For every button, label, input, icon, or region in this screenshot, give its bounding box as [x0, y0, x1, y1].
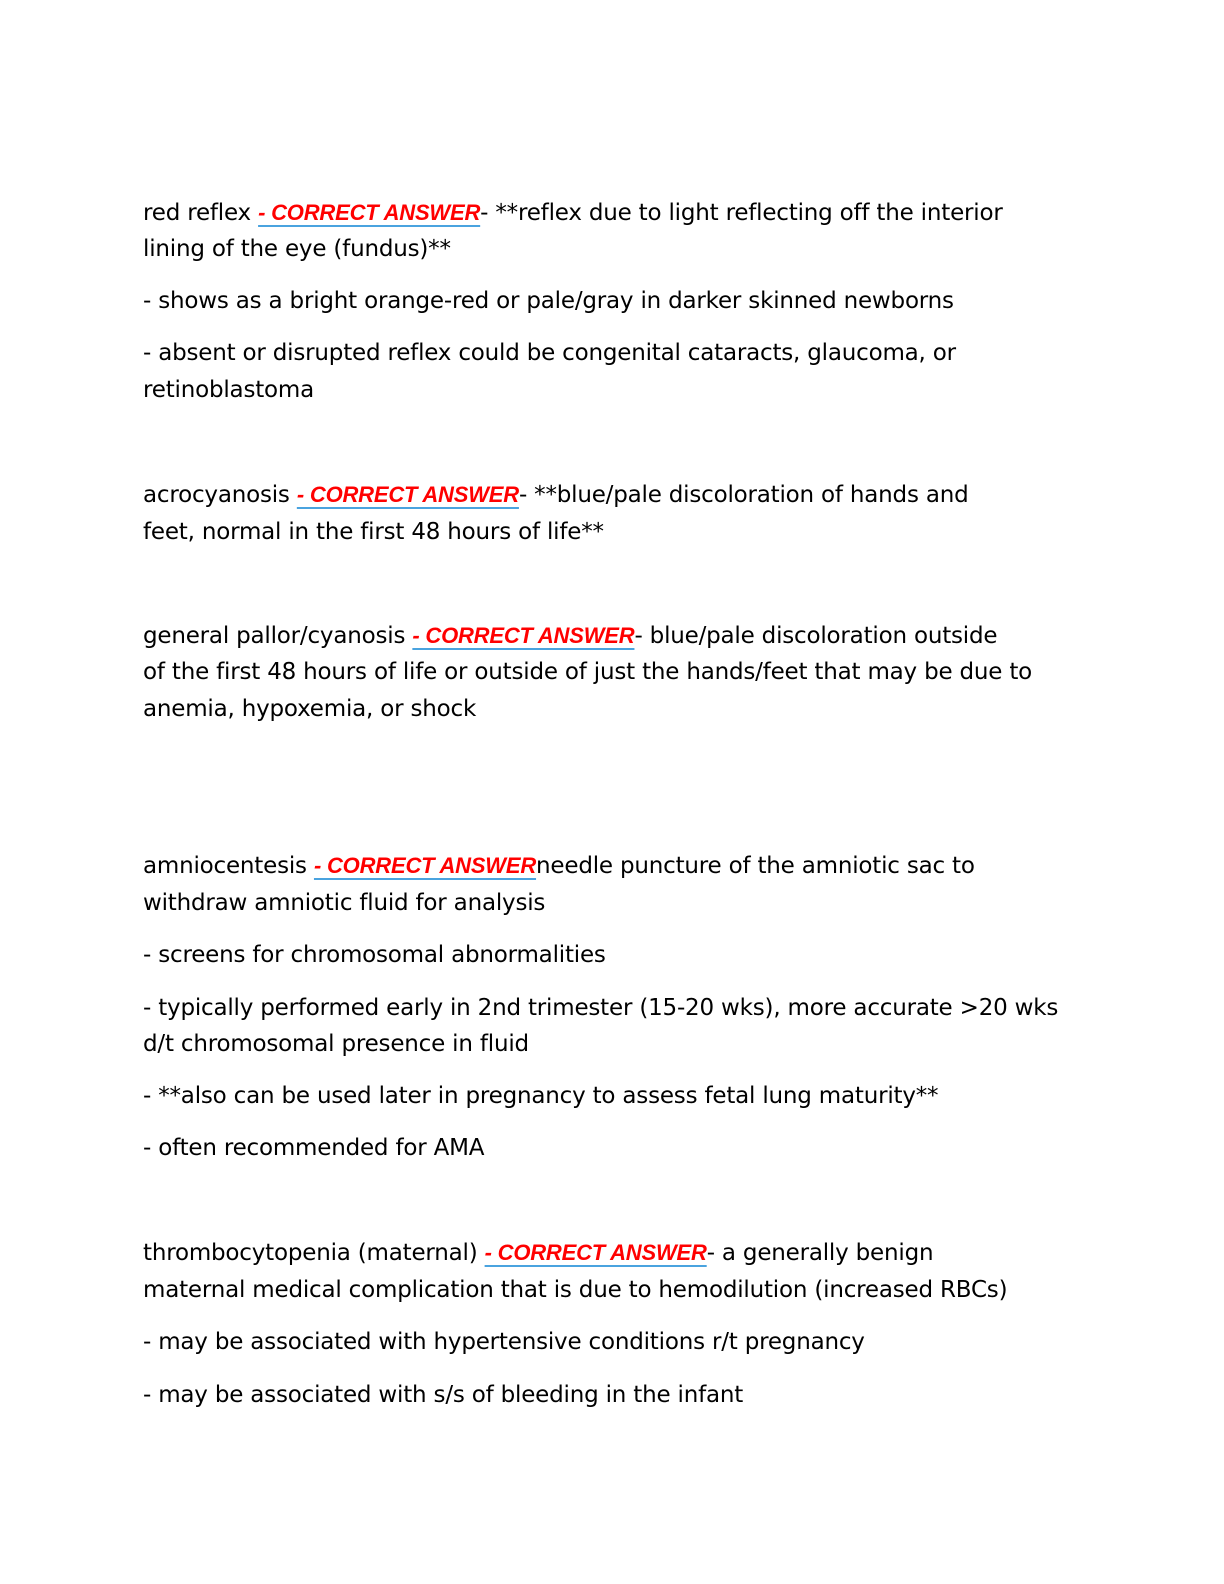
definition-start: needle puncture of the amniotic sac to — [536, 853, 975, 879]
definition-start: - a generally benign — [706, 1240, 934, 1266]
definition-start: - **reflex due to light reflecting off the interior — [480, 200, 1003, 226]
term: amniocentesis — [143, 853, 314, 879]
definition-line: d/t chromosomal presence in fluid — [143, 1031, 529, 1057]
term: acrocyanosis — [143, 482, 297, 508]
definition-line: anemia, hypoxemia, or shock — [143, 696, 477, 722]
definition-start: - **blue/pale discoloration of hands and — [518, 482, 969, 508]
correct-answer-tag: - CORRECT ANSWER — [313, 853, 537, 878]
definition-line: - may be associated with hypertensive conditions r/t pregnancy — [143, 1329, 865, 1355]
correct-answer-tag: - CORRECT ANSWER — [296, 482, 519, 507]
definition-line: - often recommended for AMA — [143, 1135, 485, 1161]
entry-red-reflex-heading — [143, 198, 1003, 228]
correct-answer-tag: - CORRECT ANSWER — [484, 1240, 707, 1265]
entry-acrocyanosis-heading — [143, 480, 969, 510]
term: red reflex — [143, 200, 259, 226]
definition-line: lining of the eye (fundus)** — [143, 236, 451, 262]
entry-thrombocytopenia-heading — [143, 1238, 933, 1268]
definition-line: - typically performed early in 2nd trimester (15-20 wks), more accurate >20 wks — [143, 995, 1059, 1021]
definition-line: - may be associated with s/s of bleeding in the infant — [143, 1382, 744, 1408]
correct-answer-tag: - CORRECT ANSWER — [258, 200, 481, 225]
definition-line: of the first 48 hours of life or outside of just the hands/feet that may be due to — [143, 659, 1033, 685]
definition-line: withdraw amniotic fluid for analysis — [143, 890, 546, 916]
definition-line: retinoblastoma — [143, 377, 315, 403]
definition-line: - shows as a bright orange-red or pale/gray in darker skinned newborns — [143, 288, 954, 314]
definition-line: - screens for chromosomal abnormalities — [143, 942, 606, 968]
definition-line: feet, normal in the first 48 hours of life** — [143, 519, 604, 545]
correct-answer-tag: - CORRECT ANSWER — [412, 623, 635, 648]
term: thrombocytopenia (maternal) — [143, 1240, 485, 1266]
definition-line: - absent or disrupted reflex could be congenital cataracts, glaucoma, or — [143, 340, 956, 366]
entry-amniocentesis-heading — [143, 851, 975, 881]
term: general pallor/cyanosis — [143, 623, 413, 649]
entry-general-pallor-heading — [143, 621, 997, 651]
definition-line: maternal medical complication that is due to hemodilution (increased RBCs) — [143, 1277, 1008, 1303]
definition-line: - **also can be used later in pregnancy to assess fetal lung maturity** — [143, 1083, 939, 1109]
definition-start: - blue/pale discoloration outside — [634, 623, 998, 649]
